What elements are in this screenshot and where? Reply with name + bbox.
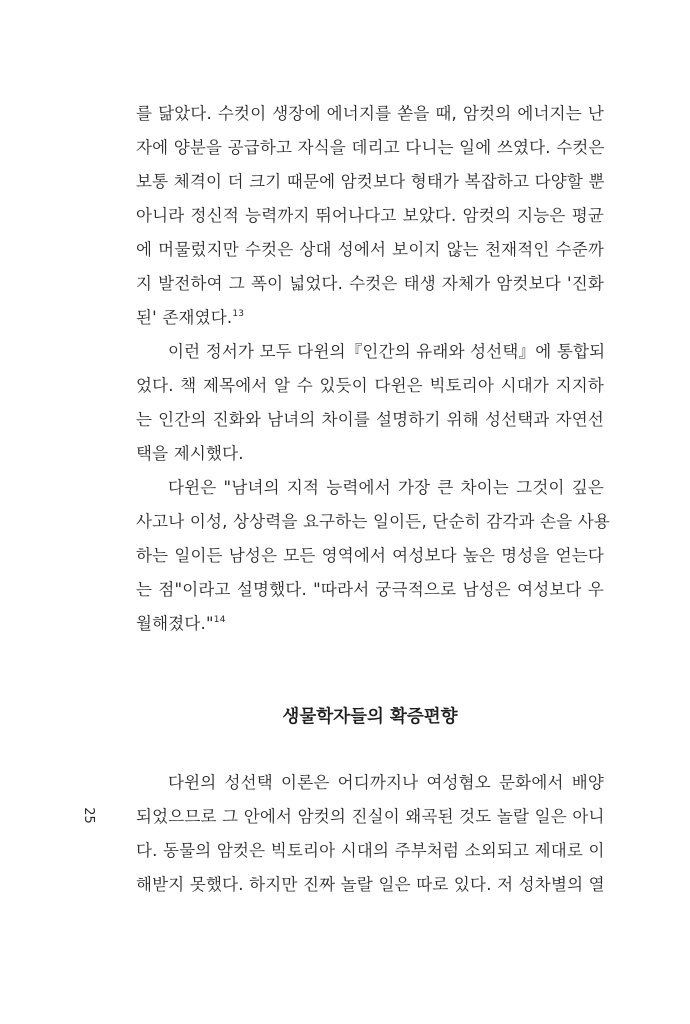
text-line: 월해졌다." [136, 614, 214, 633]
text-line: 아니라 정신적 능력까지 뛰어나다고 보았다. 암컷의 지능은 평균 [136, 206, 604, 225]
text-line: 다윈은 "남녀의 지적 능력에서 가장 큰 차이는 그것이 깊은 [168, 478, 604, 497]
footnote-marker: 14 [213, 615, 226, 625]
text-line: 에 머물렀지만 수컷은 상대 성에서 보이지 않는 천재적인 수준까 [136, 240, 604, 259]
text-line-with-footnote [136, 607, 604, 641]
text-line: 되었으므로 그 안에서 암컷의 진실이 왜곡된 것도 놀랄 일은 아니 [136, 807, 605, 826]
text-line-with-footnote [136, 301, 604, 335]
text-line: 해받지 못했다. 하지만 진짜 놀랄 일은 따로 있다. 저 성차별의 열 [136, 875, 605, 894]
text-line: 를 닮았다. 수컷이 생장에 에너지를 쏟을 때, 암컷의 에너지는 난 [136, 104, 604, 123]
paragraph-4 [136, 766, 604, 902]
text-line: 된' 존재였다. [136, 308, 233, 327]
page-number: 25 [80, 807, 96, 824]
text-line: 는 인간의 진화와 남녀의 차이를 설명하기 위해 성선택과 자연선 [136, 410, 604, 429]
paragraph-2 [136, 335, 604, 471]
text-line: 다윈의 성선택 이론은 어디까지나 여성혐오 문화에서 배양 [168, 773, 604, 792]
paragraph-1 [136, 97, 604, 335]
text-line: 었다. 책 제목에서 알 수 있듯이 다윈은 빅토리아 시대가 지지하 [136, 376, 604, 395]
text-line: 지 발전하여 그 폭이 넓었다. 수컷은 태생 자체가 암컷보다 '진화 [136, 274, 604, 293]
text-line: 는 점"이라고 설명했다. "따라서 궁극적으로 남성은 여성보다 우 [136, 580, 604, 599]
paragraph-3 [136, 471, 611, 641]
text-line: 택을 제시했다. [136, 444, 244, 463]
section-heading: 생물학자들의 확증편향 [282, 707, 458, 727]
text-line: 사고나 이성, 상상력을 요구하는 일이든, 단순히 감각과 손을 사용 [136, 512, 611, 531]
text-line: 다. 동물의 암컷은 빅토리아 시대의 주부처럼 소외되고 제대로 이 [136, 841, 605, 860]
text-line: 하는 일이든 남성은 모든 영역에서 여성보다 높은 명성을 얻는다 [136, 546, 604, 565]
footnote-marker: 13 [232, 309, 245, 319]
text-line: 이런 정서가 모두 다윈의『인간의 유래와 성선택』에 통합되 [168, 342, 606, 361]
text-line: 보통 체격이 더 크기 때문에 암컷보다 형태가 복잡하고 다양할 뿐 [136, 172, 605, 191]
text-line: 자에 양분을 공급하고 자식을 데리고 다니는 일에 쓰였다. 수컷은 [136, 138, 605, 157]
